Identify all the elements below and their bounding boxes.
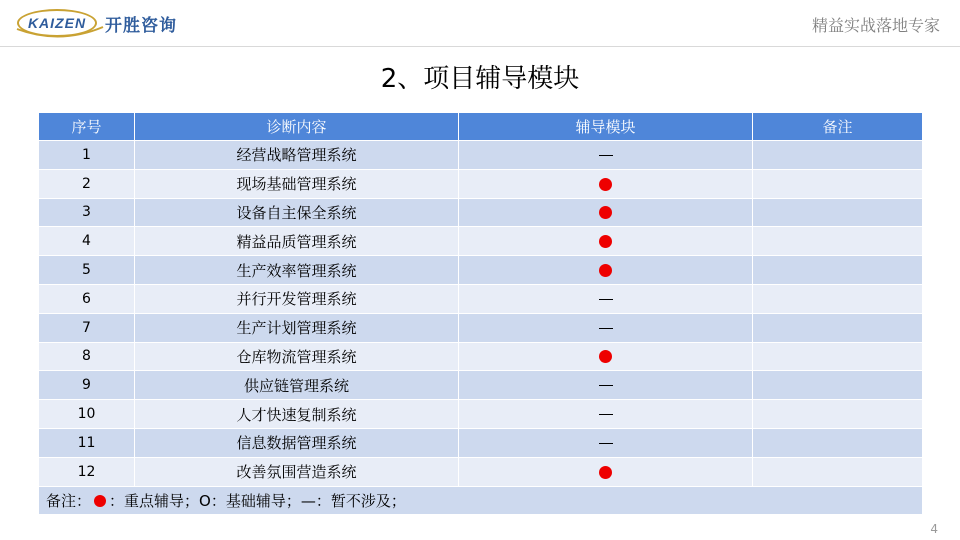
header-divider bbox=[0, 46, 960, 47]
row-number-cell: 3 bbox=[39, 198, 135, 227]
row-remark-cell bbox=[753, 400, 923, 429]
note-cell bbox=[39, 486, 923, 515]
note-key-label: ：重点辅导； bbox=[109, 491, 200, 510]
not-involved-dash-icon bbox=[599, 414, 613, 415]
logo-swoosh-icon bbox=[15, 23, 105, 41]
row-content-cell: 生产效率管理系统 bbox=[135, 256, 459, 285]
key-coaching-dot-icon bbox=[599, 350, 612, 363]
key-coaching-dot-icon bbox=[599, 264, 612, 277]
row-remark-cell bbox=[753, 198, 923, 227]
row-module-cell bbox=[459, 371, 753, 400]
row-module-cell bbox=[459, 428, 753, 457]
row-remark-cell bbox=[753, 342, 923, 371]
key-coaching-dot-icon bbox=[599, 466, 612, 479]
table-body bbox=[39, 141, 923, 515]
row-content-cell: 人才快速复制系统 bbox=[135, 400, 459, 429]
key-coaching-dot-icon bbox=[599, 206, 612, 219]
row-remark-cell bbox=[753, 371, 923, 400]
table-row bbox=[39, 169, 923, 198]
key-coaching-dot-icon bbox=[599, 235, 612, 248]
table-row bbox=[39, 457, 923, 486]
row-number-cell: 2 bbox=[39, 169, 135, 198]
row-content-cell: 现场基础管理系统 bbox=[135, 169, 459, 198]
not-involved-dash-icon bbox=[599, 328, 613, 329]
row-number-cell: 1 bbox=[39, 141, 135, 170]
table-header-row bbox=[39, 113, 923, 141]
row-module-cell bbox=[459, 313, 753, 342]
row-remark-cell bbox=[753, 428, 923, 457]
table-row bbox=[39, 342, 923, 371]
row-module-cell bbox=[459, 227, 753, 256]
row-content-cell: 仓库物流管理系统 bbox=[135, 342, 459, 371]
row-module-cell bbox=[459, 141, 753, 170]
table-row bbox=[39, 313, 923, 342]
key-coaching-dot-icon bbox=[94, 495, 106, 507]
table-row bbox=[39, 198, 923, 227]
row-module-cell bbox=[459, 457, 753, 486]
slide-title: 2、项目辅导模块 bbox=[380, 64, 580, 94]
row-number-cell: 9 bbox=[39, 371, 135, 400]
row-content-cell: 经营战略管理系统 bbox=[135, 141, 459, 170]
table-row bbox=[39, 428, 923, 457]
row-number-cell: 12 bbox=[39, 457, 135, 486]
table-row bbox=[39, 400, 923, 429]
logo-text: KAIZEN bbox=[27, 15, 87, 31]
note-none-symbol: — bbox=[300, 491, 316, 510]
row-remark-cell bbox=[753, 284, 923, 313]
row-content-cell: 精益品质管理系统 bbox=[135, 227, 459, 256]
company-logo bbox=[17, 8, 177, 38]
column-header-content: 诊断内容 bbox=[135, 113, 459, 141]
row-module-cell bbox=[459, 256, 753, 285]
row-content-cell: 信息数据管理系统 bbox=[135, 428, 459, 457]
row-remark-cell bbox=[753, 313, 923, 342]
row-content-cell: 并行开发管理系统 bbox=[135, 284, 459, 313]
row-module-cell bbox=[459, 284, 753, 313]
page-number: 4 bbox=[930, 522, 938, 536]
coaching-module-table bbox=[38, 112, 923, 515]
kaizen-logo-mark bbox=[17, 9, 97, 37]
table-row bbox=[39, 227, 923, 256]
row-remark-cell bbox=[753, 141, 923, 170]
row-number-cell: 4 bbox=[39, 227, 135, 256]
note-prefix: 备注： bbox=[46, 491, 92, 510]
row-number-cell: 7 bbox=[39, 313, 135, 342]
not-involved-dash-icon bbox=[599, 443, 613, 444]
row-remark-cell bbox=[753, 256, 923, 285]
not-involved-dash-icon bbox=[599, 155, 613, 156]
row-number-cell: 5 bbox=[39, 256, 135, 285]
not-involved-dash-icon bbox=[599, 299, 613, 300]
row-module-cell bbox=[459, 400, 753, 429]
row-remark-cell bbox=[753, 227, 923, 256]
tagline: 精益实战落地专家 bbox=[811, 16, 940, 35]
table-row bbox=[39, 284, 923, 313]
row-number-cell: 6 bbox=[39, 284, 135, 313]
not-involved-dash-icon bbox=[599, 385, 613, 386]
table-row bbox=[39, 141, 923, 170]
row-content-cell: 生产计划管理系统 bbox=[135, 313, 459, 342]
row-remark-cell bbox=[753, 169, 923, 198]
row-number-cell: 10 bbox=[39, 400, 135, 429]
column-header-no: 序号 bbox=[39, 113, 135, 141]
note-basic-label: ：基础辅导； bbox=[210, 491, 301, 510]
note-row bbox=[39, 486, 923, 515]
row-content-cell: 供应链管理系统 bbox=[135, 371, 459, 400]
note-basic-symbol: O bbox=[199, 491, 211, 510]
column-header-module: 辅导模块 bbox=[459, 113, 753, 141]
row-remark-cell bbox=[753, 457, 923, 486]
table-row bbox=[39, 371, 923, 400]
note-none-label: ：暂不涉及； bbox=[315, 491, 406, 510]
table-row bbox=[39, 256, 923, 285]
row-content-cell: 设备自主保全系统 bbox=[135, 198, 459, 227]
row-module-cell bbox=[459, 342, 753, 371]
column-header-remark: 备注 bbox=[753, 113, 923, 141]
company-name: 开胜咨询 bbox=[105, 15, 177, 36]
row-number-cell: 11 bbox=[39, 428, 135, 457]
row-module-cell bbox=[459, 198, 753, 227]
row-number-cell: 8 bbox=[39, 342, 135, 371]
row-content-cell: 改善氛围营造系统 bbox=[135, 457, 459, 486]
key-coaching-dot-icon bbox=[599, 178, 612, 191]
row-module-cell bbox=[459, 169, 753, 198]
